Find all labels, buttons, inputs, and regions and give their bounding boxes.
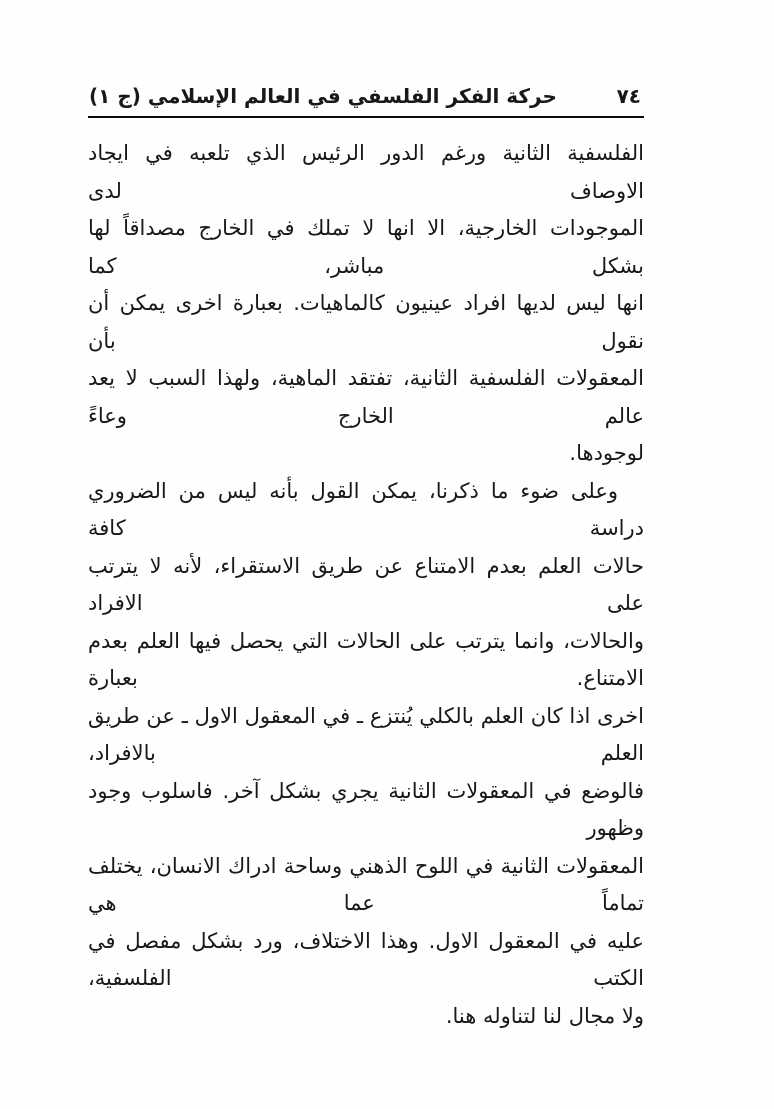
text-line: وعلى ضوء ما ذكرنا، يمكن القول بأنه ليس من الضروري دراسة كافة — [88, 478, 644, 540]
paragraph-1 — [88, 135, 644, 473]
text-line: عليه في المعقول الاول. وهذا الاختلاف، ورد بشكل مفصل في الكتب الفلسفية، — [88, 928, 644, 990]
text-line: اخرى اذا كان العلم بالكلي يُنتزع ـ في المعقول الاول ـ عن طريق العلم بالافراد، — [88, 703, 644, 765]
paragraph-2 — [88, 473, 644, 1036]
text-line: ولا مجال لنا لتناوله هنا. — [445, 1003, 644, 1028]
page-body — [88, 135, 644, 1035]
text-line: الفلسفية الثانية ورغم الدور الرئيس الذي تلعبه في ايجاد الاوصاف لدى — [88, 141, 644, 203]
text-line: انها ليس لديها افراد عينيون كالماهيات. بعبارة اخرى يمكن أن نقول بأن — [88, 291, 644, 353]
page-content — [88, 84, 644, 1035]
text-line: والحالات، وانما يترتب على الحالات التي يحصل فيها العلم بعدم الامتناع. بعبارة — [88, 628, 644, 690]
running-header — [88, 84, 644, 118]
text-line: فالوضع في المعقولات الثانية يجري بشكل آخر. فاسلوب وجود وظهور — [88, 778, 644, 840]
running-title: حركة الفكر الفلسفي في العالم الإسلامي (ج ١) — [89, 84, 557, 108]
text-line: حالات العلم بعدم الامتناع عن طريق الاستقراء، لأنه لا يترتب على الافراد — [88, 553, 644, 615]
page-number: ٧٤ — [616, 84, 641, 108]
text-line: الموجودات الخارجية، الا انها لا تملك في الخارج مصداقاً لها بشكل مباشر، كما — [88, 216, 644, 278]
text-line: المعقولات الفلسفية الثانية، تفتقد الماهية، ولهذا السبب لا يعد عالم الخارج وعاءً — [88, 366, 644, 428]
text-line: المعقولات الثانية في اللوح الذهني وساحة ادراك الانسان، يختلف تماماً عما هي — [88, 853, 644, 915]
text-line: لوجودها. — [569, 441, 644, 465]
